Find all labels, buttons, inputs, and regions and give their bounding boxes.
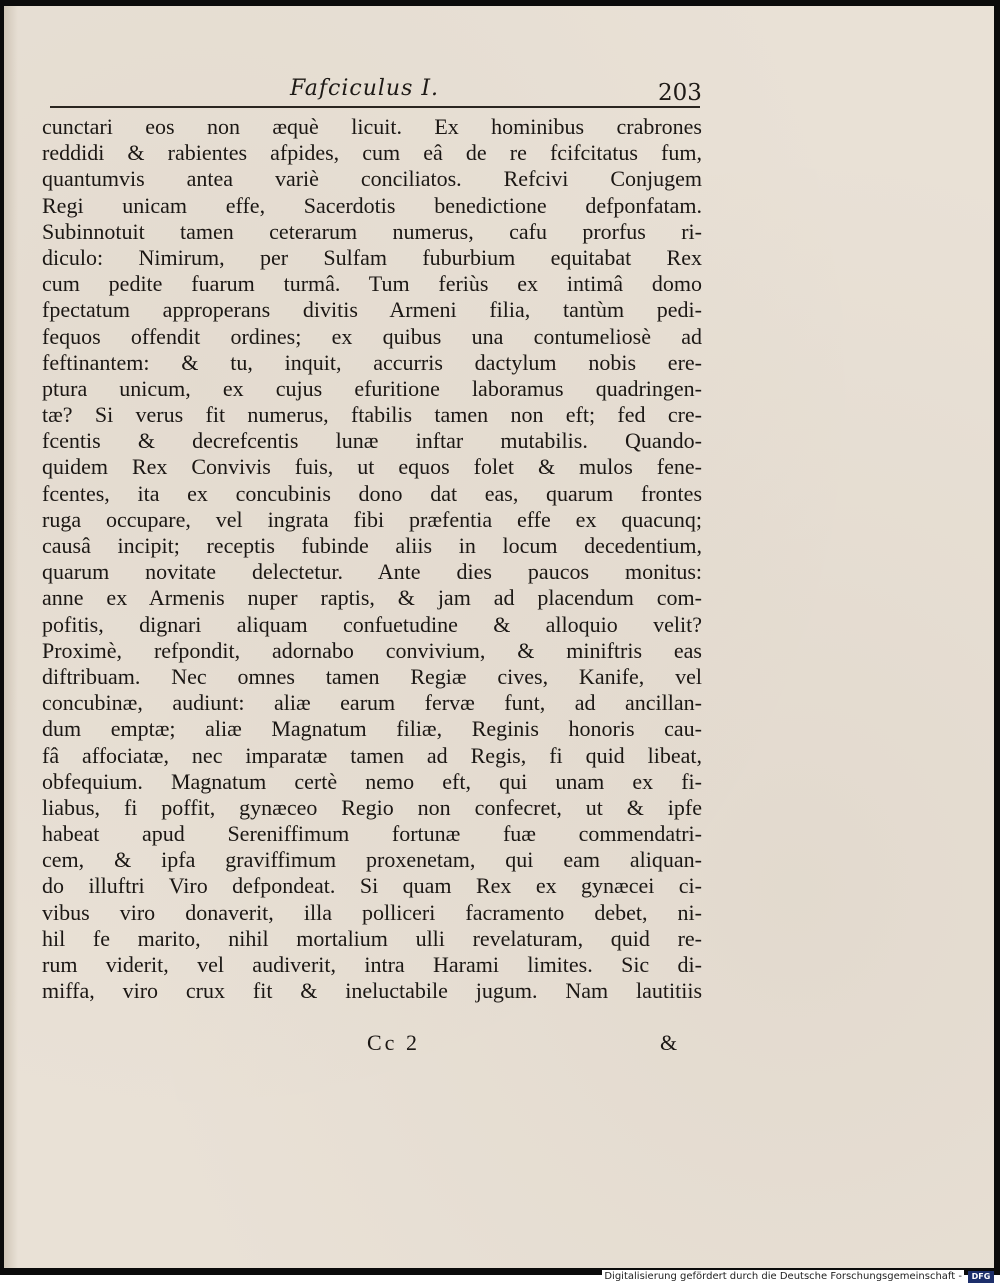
text-line: obfequium. Magnatum certè nemo eft, qui unam ex fi-	[42, 768, 702, 794]
text-line: anne ex Armenis nuper raptis, & jam ad placendum com-	[42, 585, 702, 611]
page-number: 203	[658, 80, 702, 106]
text-line: Regi unicam effe, Sacerdotis benedictione defponfatam.	[42, 192, 702, 218]
text-line: ruga occupare, vel ingrata fibi præfentia effe ex quacunq;	[42, 506, 702, 532]
text-line: quarum novitate delectetur. Ante dies paucos monitus:	[42, 559, 702, 585]
text-line: diftribuam. Nec omnes tamen Regiæ cives, Kanife, vel	[42, 663, 702, 689]
text-line: rum viderit, vel audiverit, intra Harami limites. Sic di-	[42, 952, 702, 977]
text-line: Subinnotuit tamen ceterarum numerus, cafu prorfus ri-	[42, 218, 702, 244]
signature-mark: Cc 2	[367, 1030, 420, 1055]
text-line: fâ affociatæ, nec imparatæ tamen ad Regis, fi quid libeat,	[42, 742, 702, 768]
running-title: Fafciculus I.	[290, 76, 440, 101]
funding-note: Digitalisierung gefördert durch die Deutsche Forschungsgemeinschaft -	[604, 1271, 962, 1282]
text-line: feftinantem: & tu, inquit, accurris dactylum nobis ere-	[42, 349, 702, 375]
text-line: hil fe marito, nihil mortalium ulli revelaturam, quid re-	[42, 925, 702, 951]
text-line: vibus viro donaverit, illa polliceri facramento debet, ni-	[42, 899, 702, 925]
text-line: fequos offendit ordines; ex quibus una contumeliosè ad	[42, 323, 702, 349]
text-line: liabus, fi poffit, gynæceo Regio non confecret, ut & ipfe	[42, 794, 702, 820]
text-line: cum pedite fuarum turmâ. Tum feriùs ex intimâ domo	[42, 271, 702, 297]
text-line: do illuftri Viro defpondeat. Si quam Rex ex gynæcei ci-	[42, 873, 702, 899]
text-line: diculo: Nimirum, per Sulfam fuburbium equitabat Rex	[42, 244, 702, 270]
body-text	[42, 114, 702, 1004]
text-line: quidem Rex Convivis fuis, ut equos folet & mulos fene-	[42, 454, 702, 480]
text-line: dum emptæ; aliæ Magnatum filiæ, Reginis honoris cau-	[42, 716, 702, 742]
page-gutter-shadow	[4, 6, 18, 1268]
text-line: pofitis, dignari aliquam confuetudine & alloquio velit?	[42, 611, 702, 637]
text-line: tæ? Si verus fit numerus, ftabilis tamen non eft; fed cre-	[42, 402, 702, 428]
catchword: &	[660, 1030, 678, 1055]
text-line: habeat apud Sereniffimum fortunæ fuæ commendatri-	[42, 821, 702, 847]
text-line: reddidi & rabientes afpides, cum eâ de re fcifcitatus fum,	[42, 140, 702, 166]
text-line: Proximè, refpondit, adornabo convivium, & miniftris eas	[42, 637, 702, 663]
header-rule	[50, 106, 700, 108]
text-line: ptura unicum, ex cujus efuritione laboramus quadringen-	[42, 375, 702, 401]
page-footer	[42, 1030, 692, 1064]
text-line: fcentes, ita ex concubinis dono dat eas, quarum frontes	[42, 480, 702, 506]
text-line: quantumvis antea variè conciliatos. Refcivi Conjugem	[42, 166, 702, 192]
text-line: fcentis & decrefcentis lunæ inftar mutabilis. Quando-	[42, 428, 702, 454]
text-line: cunctari eos non æquè licuit. Ex hominibus crabrones	[42, 114, 702, 139]
text-line: causâ incipit; receptis fubinde aliis in locum decedentium,	[42, 533, 702, 558]
dfg-logo: DFG	[968, 1271, 994, 1283]
text-line: cem, & ipfa graviffimum proxenetam, qui eam aliquan-	[42, 847, 702, 873]
text-line: fpectatum approperans divitis Armeni filia, tantùm pedi-	[42, 297, 702, 323]
page-header	[50, 70, 710, 110]
text-line: miffa, viro crux fit & ineluctabile jugum. Nam lautitiis	[42, 978, 702, 1004]
text-line: concubinæ, audiunt: aliæ earum fervæ funt, ad ancillan-	[42, 690, 702, 716]
